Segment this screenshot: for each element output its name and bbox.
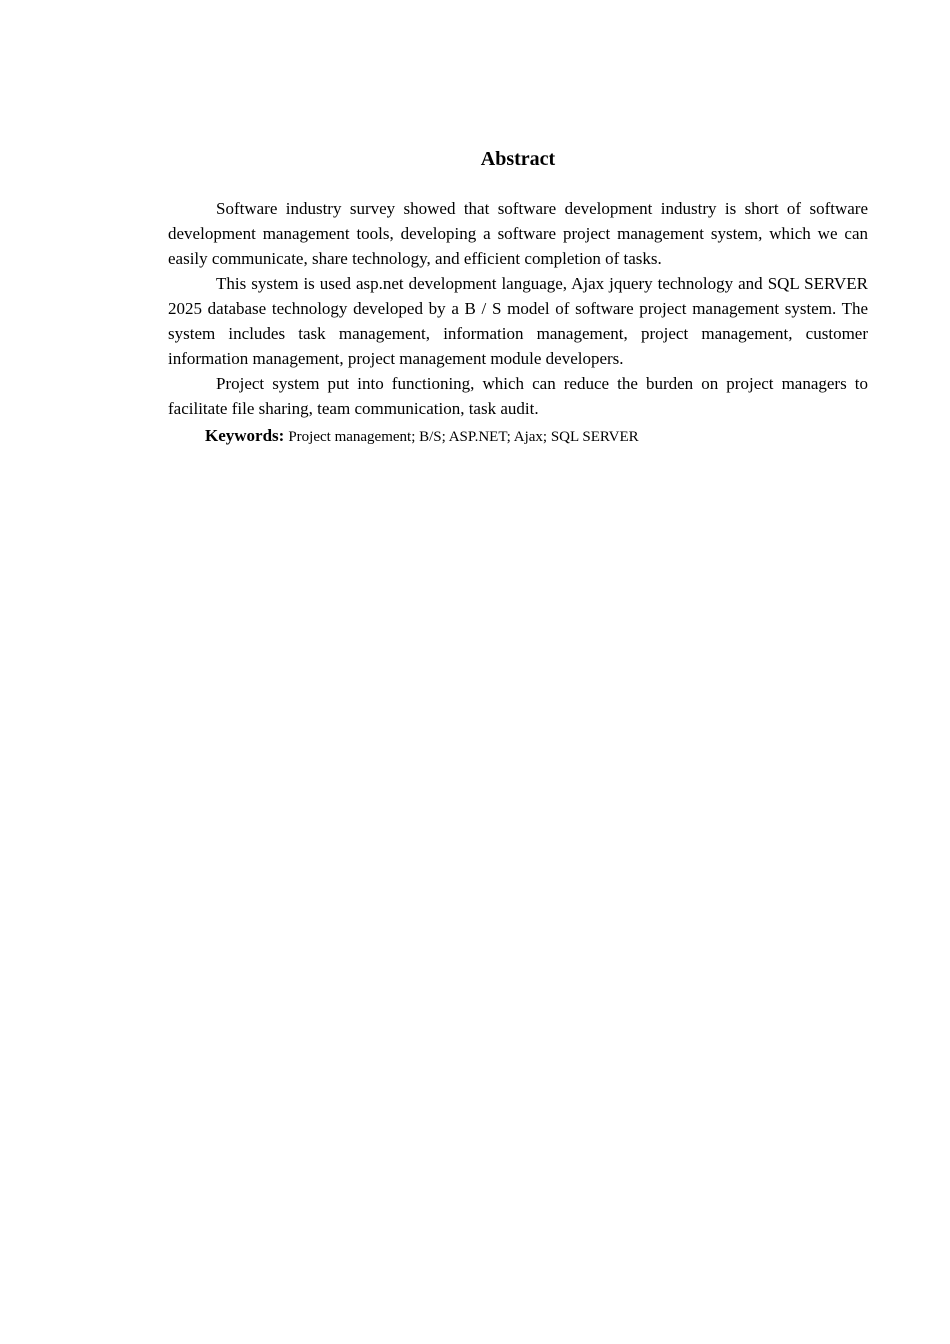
keywords-line — [168, 423, 868, 450]
abstract-paragraph-3: Project system put into functioning, which can reduce the burden on project managers to facilitate file sharing, team communication, task audit. — [168, 374, 868, 418]
abstract-title: Abstract — [480, 148, 556, 170]
abstract-paragraph-1: Software industry survey showed that software development industry is short of software development management tools, developing a software project management system, which we can easily communicate, share technology, and efficient completion of tasks. — [168, 199, 868, 268]
abstract-section — [168, 146, 868, 450]
keywords-label: Keywords: — [205, 426, 285, 445]
keywords-text: Project management; B/S; ASP.NET; Ajax; SQL SERVER — [288, 429, 639, 445]
abstract-paragraph-2: This system is used asp.net development language, Ajax jquery technology and SQL SERVER 2025 database technology developed by a B / S model of software project management system. The system includes task management, information management, project management, customer information management, project management module developers. — [168, 274, 868, 368]
